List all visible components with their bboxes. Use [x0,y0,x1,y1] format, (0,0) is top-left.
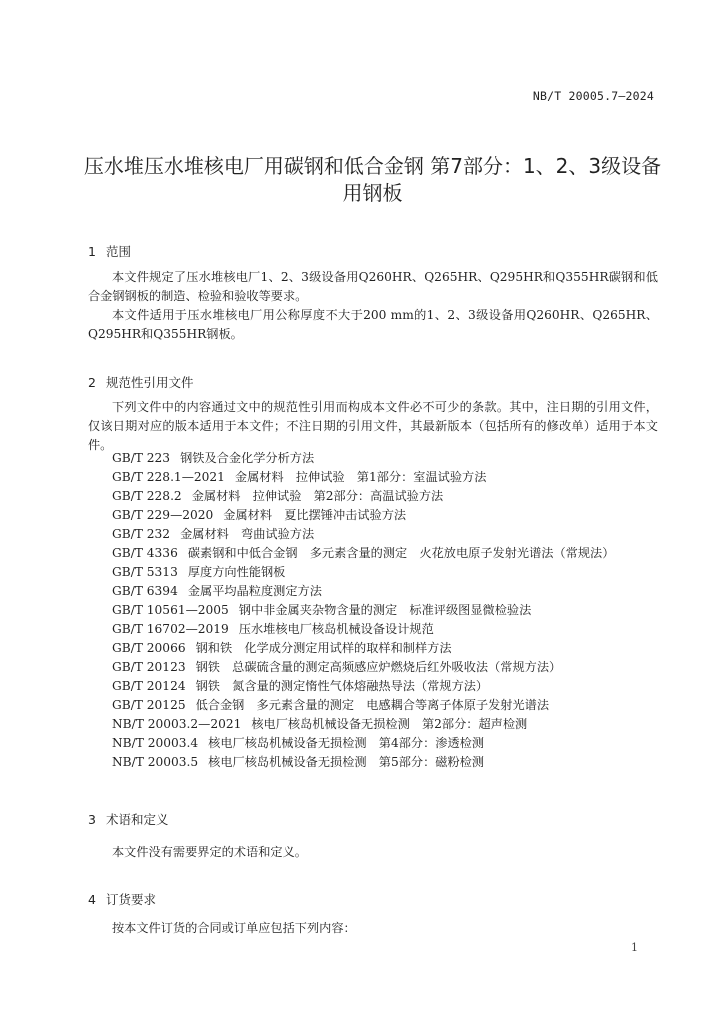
standard-code: NB/T 20005.7—2024 [532,89,654,103]
reference-title: 钢铁及合金化学分析方法 [180,451,315,465]
reference-code: GB/T 5313 [112,565,178,579]
reference-code: GB/T 4336 [112,546,178,560]
reference-item [112,468,614,487]
references-intro: 下列文件中的内容通过文中的规范性引用而构成本文件必不可少的条款。其中，注日期的引用文件，仅该日期对应的版本适用于本文件；不注日期的引用文件，其最新版本（包括所有的修改单）适用于本文件。 [88,400,658,452]
reference-title: 金属材料 弯曲试验方法 [180,527,315,541]
reference-code: GB/T 20123 [112,660,186,674]
reference-title: 核电厂核岛机械设备无损检测 第5部分：磁粉检测 [208,755,485,769]
reference-item [112,544,614,563]
reference-item [112,734,614,753]
reference-title: 核电厂核岛机械设备无损检测 第4部分：渗透检测 [208,736,485,750]
reference-code: GB/T 228.1—2021 [112,470,225,484]
reference-title: 金属平均晶粒度测定方法 [187,584,322,598]
section-title: 规范性引用文件 [106,375,194,390]
reference-item [112,677,614,696]
terms-paragraph: 本文件没有需要界定的术语和定义。 [112,845,307,859]
reference-item [112,639,614,658]
reference-title: 钢铁 总碳硫含量的测定高频感应炉燃烧后红外吸收法（常规方法） [195,660,562,674]
section-title: 订货要求 [106,892,157,907]
reference-code: GB/T 229—2020 [112,508,214,522]
page-number: 1 [631,941,638,954]
reference-code: NB/T 20003.5 [112,755,199,769]
reference-code: GB/T 228.2 [112,489,182,503]
reference-code: GB/T 16702—2019 [112,622,229,636]
section-number: 3 [88,812,96,827]
reference-code: GB/T 20125 [112,698,186,712]
reference-code: NB/T 20003.2—2021 [112,717,242,731]
section-number: 1 [88,244,96,259]
reference-title: 碳素钢和中低合金钢 多元素含量的测定 火花放电原子发射光谱法（常规法） [187,546,615,560]
reference-code: GB/T 232 [112,527,171,541]
reference-code: GB/T 223 [112,451,171,465]
reference-title: 压水堆核电厂核岛机械设备设计规范 [238,622,434,636]
reference-title: 金属材料 拉伸试验 第2部分：高温试验方法 [191,489,444,503]
scope-paragraph-1: 本文件规定了压水堆核电厂1、2、3级设备用Q260HR、Q265HR、Q295HR和Q355HR碳钢和低合金钢钢板的制造、检验和验收等要求。 [88,270,658,303]
reference-title: 钢和铁 化学成分测定用试样的取样和制样方法 [195,641,452,655]
reference-item [112,525,614,544]
section-2-heading [88,373,194,391]
section-4-heading [88,890,156,908]
reference-item [112,601,614,620]
reference-item [112,658,614,677]
reference-item [112,696,614,715]
reference-item [112,753,614,772]
reference-code: GB/T 20066 [112,641,186,655]
reference-code: GB/T 10561—2005 [112,603,229,617]
section-3-heading [88,810,169,828]
reference-code: GB/T 20124 [112,679,186,693]
reference-list [112,449,614,772]
section-number: 2 [88,375,96,390]
reference-title: 低合金钢 多元素含量的测定 电感耦合等离子体原子发射光谱法 [195,698,550,712]
reference-item [112,620,614,639]
reference-item [112,715,614,734]
order-paragraph: 按本文件订货的合同或订单应包括下列内容： [112,921,356,935]
reference-code: GB/T 6394 [112,584,178,598]
section-title: 范围 [106,244,132,259]
reference-title: 核电厂核岛机械设备无损检测 第2部分：超声检测 [251,717,528,731]
reference-title: 厚度方向性能钢板 [187,565,286,579]
scope-paragraph-2: 本文件适用于压水堆核电厂用公称厚度不大于200 mm的1、2、3级设备用Q260HR、Q265HR、Q295HR和Q355HR钢板。 [88,308,658,341]
reference-item [112,449,614,468]
reference-title: 金属材料 拉伸试验 第1部分：室温试验方法 [234,470,487,484]
document-title: 压水堆压水堆核电厂用碳钢和低合金钢 第7部分：1、2、3级设备用钢板 [83,154,662,205]
reference-title: 金属材料 夏比摆锤冲击试验方法 [223,508,407,522]
reference-item [112,582,614,601]
reference-item [112,487,614,506]
section-number: 4 [88,892,96,907]
section-1-heading [88,242,131,260]
section-title: 术语和定义 [106,812,169,827]
reference-title: 钢中非金属夹杂物含量的测定 标准评级图显微检验法 [238,603,532,617]
reference-item [112,563,614,582]
reference-code: NB/T 20003.4 [112,736,199,750]
reference-title: 钢铁 氮含量的测定惰性气体熔融热导法（常规方法） [195,679,489,693]
reference-item [112,506,614,525]
